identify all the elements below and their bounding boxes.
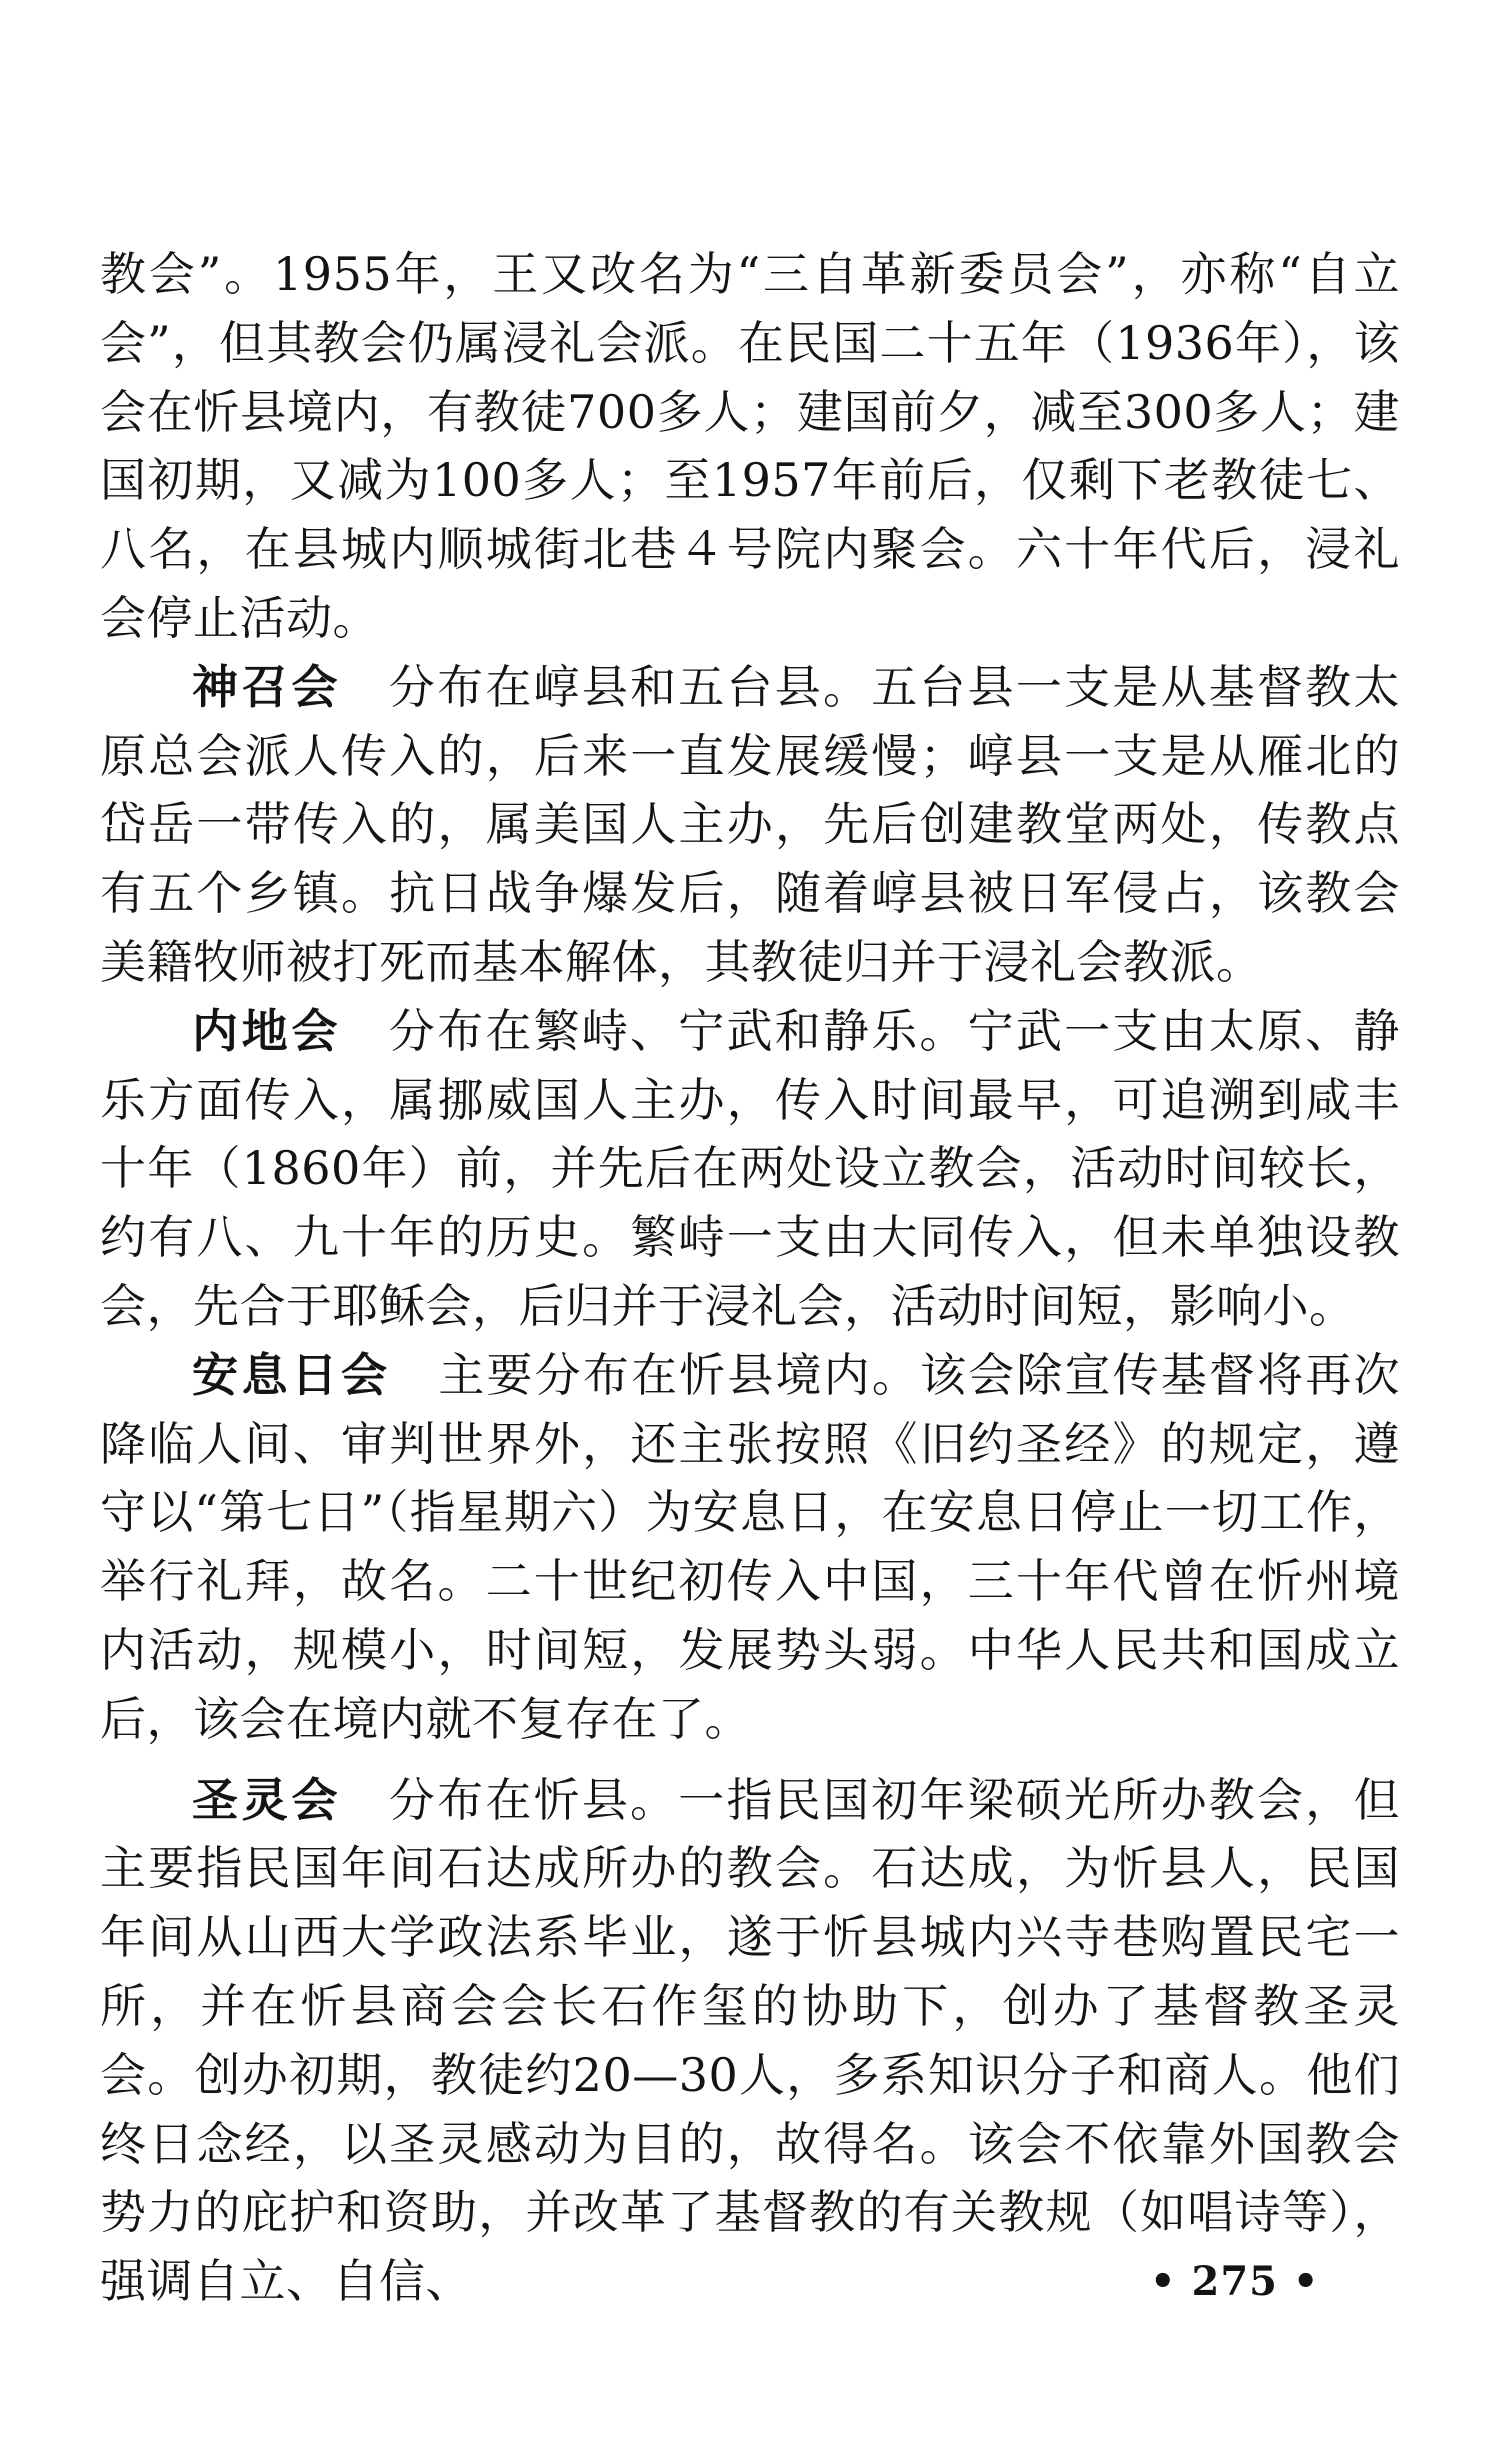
paragraph-text: 分布在忻县。一指民国初年梁硕光所办教会，但主要指民国年间石达成所办的教会。石达成，为忻县人，民国年间从山西大学政法系毕业，遂于忻县城内兴寺巷购置民宅一所，并在忻县商会会长石作玺的协助下，创办了基督教圣灵会。创办初期，教徒约20—30人，多系知识分子和商人。他们终日念经，以圣灵感动为目的，故得名。该会不依靠外国教会势力的庇护和资助，并改革了基督教的有关教规（如唱诗等），强调自立、自信、: [100, 1772, 1400, 2309]
paragraph-seventh-day-adventist: [100, 1341, 1400, 1754]
paragraph-text: 分布在崞县和五台县。五台县一支是从基督教太原总会派人传入的，后来一直发展缓慢；崞县一支是从雁北的岱岳一带传入的，属美国人主办，先后创建教堂两处，传教点有五个乡镇。抗日战争爆发后，随着崞县被日军侵占，该教会美籍牧师被打死而基本解体，其教徒归并于浸礼会教派。: [100, 659, 1400, 989]
paragraph-text: 主要分布在忻县境内。该会除宣传基督将再次降临人间、审判世界外，还主张按照《旧约圣经》的规定，遵守以“第七日”（指星期六）为安息日，在安息日停止一切工作，举行礼拜，故名。二十世纪初传入中国，三十年代曾在忻州境内活动，规模小，时间短，发展势头弱。中华人民共和国成立后，该会在境内就不复存在了。: [100, 1347, 1401, 1746]
section-term: 圣灵会: [192, 1772, 342, 1827]
section-term: 内地会: [192, 1003, 342, 1058]
page-body: [100, 240, 1400, 2316]
paragraph-assemblies-of-god: [100, 653, 1400, 997]
paragraph-holy-spirit-church: [100, 1766, 1400, 2316]
paragraph-china-inland-mission: [100, 997, 1400, 1341]
paragraph-text: 分布在繁峙、宁武和静乐。宁武一支由太原、静乐方面传入，属挪威国人主办，传入时间最早，可追溯到咸丰十年（1860年）前，并先后在两处设立教会，活动时间较长，约有八、九十年的历史。繁峙一支由大同传入，但未单独设教会，先合于耶稣会，后归并于浸礼会，活动时间短，影响小。: [100, 1003, 1400, 1333]
section-term: 安息日会: [192, 1347, 391, 1402]
paragraph-baptist-continued: [100, 240, 1400, 653]
paragraph-text: 教会”。1955年，王又改名为“三自革新委员会”，亦称“自立会”，但其教会仍属浸礼会派。在民国二十五年（1936年），该会在忻县境内，有教徒700多人；建国前夕，减至300多人；建国初期，又减为100多人；至1957年前后，仅剩下老教徒七、八名，在县城内顺城街北巷４号院内聚会。六十年代后，浸礼会停止活动。: [100, 247, 1400, 645]
section-term: 神召会: [192, 659, 342, 714]
page-number: • 275 •: [1150, 2258, 1320, 2305]
